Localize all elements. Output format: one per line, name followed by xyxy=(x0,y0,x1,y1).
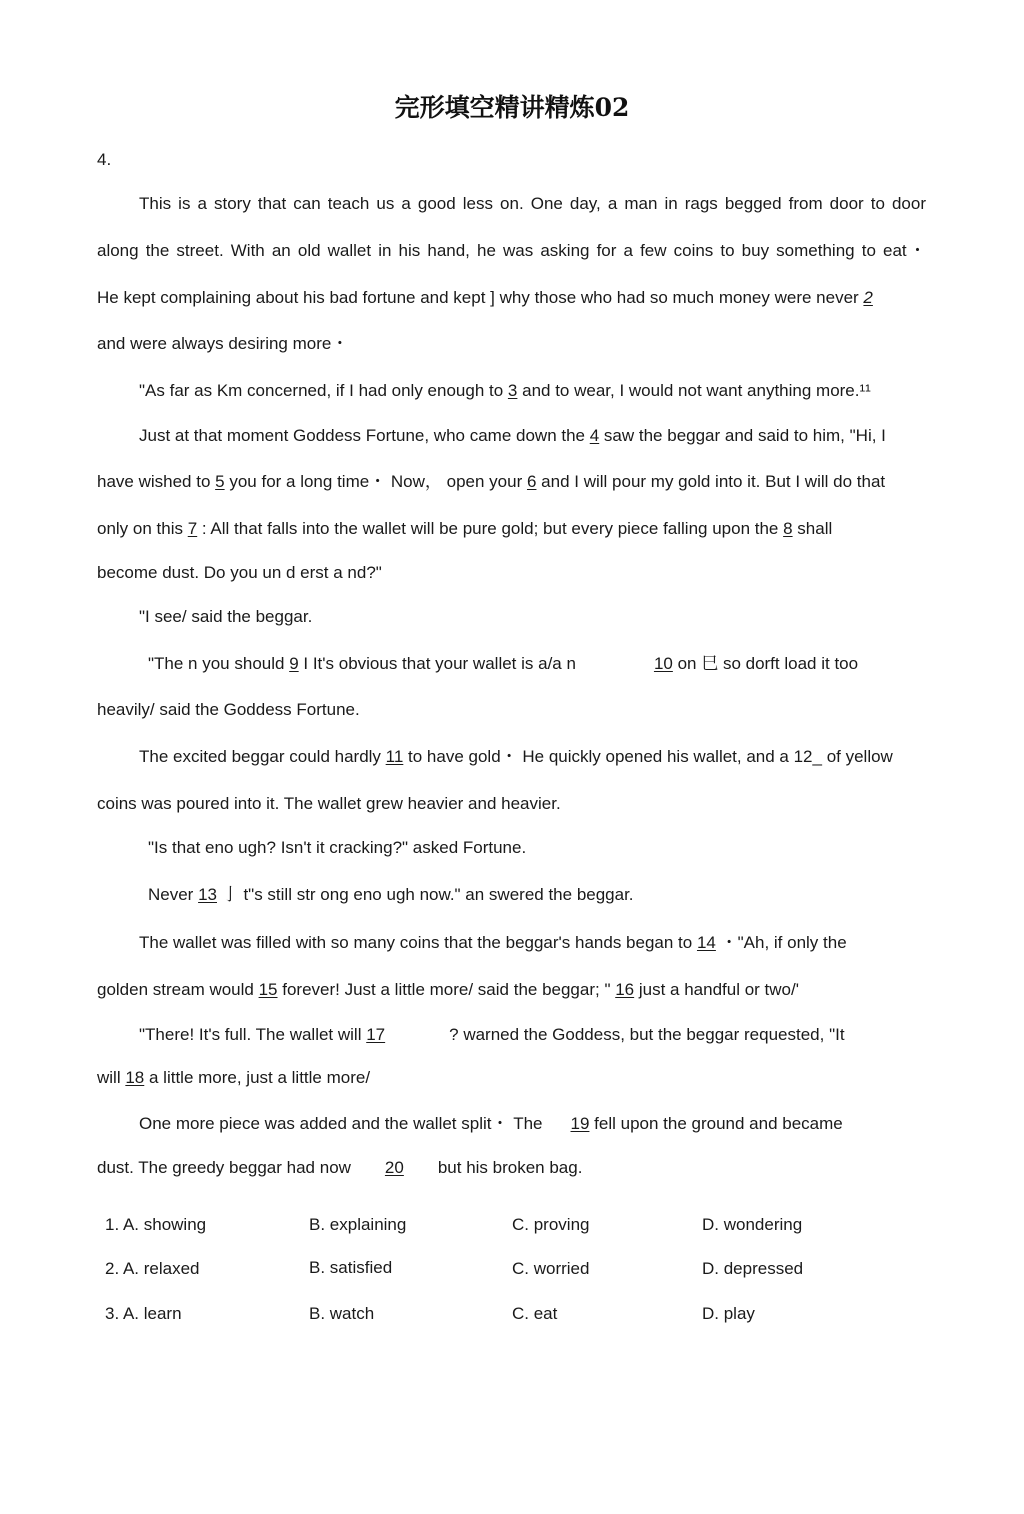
passage-line xyxy=(97,333,348,355)
option-1-b: B. explaining xyxy=(309,1215,407,1234)
blank-16: 16 xyxy=(615,980,635,999)
passage-text: : All that falls into the wallet will be pure gold; but every piece falling upon the xyxy=(197,519,784,538)
passage-line xyxy=(139,380,871,402)
passage-text: forever! Just a little more/ said the beggar; " xyxy=(277,980,616,999)
passage-text: fell upon the ground and became xyxy=(589,1114,843,1133)
passage-line xyxy=(139,1024,845,1046)
option-1-a: 1. A. showing xyxy=(105,1215,207,1234)
blank-6: 6 xyxy=(526,472,537,491)
passage-line xyxy=(139,1113,843,1135)
passage-text: "Is that eno ugh? Isn't it cracking?" asked Fortune. xyxy=(148,838,527,857)
passage-line xyxy=(148,837,526,859)
passage-text: heavily/ said the Goddess Fortune. xyxy=(97,700,360,719)
page-title: 完形填空精讲精炼02 xyxy=(394,93,630,122)
option-3-c: C. eat xyxy=(512,1304,558,1323)
blank-9: 9 xyxy=(289,654,299,673)
blank-10: 10 xyxy=(653,654,673,673)
blank-2: 2 xyxy=(863,288,873,307)
passage-line xyxy=(139,606,312,628)
passage-line xyxy=(97,793,561,815)
passage-text: and I will pour my gold into it. But I will do that xyxy=(536,472,886,491)
passage-text: coins was poured into it. The wallet grew heavier and heavier. xyxy=(97,794,561,813)
blank-19: 19 xyxy=(570,1114,590,1133)
passage-line xyxy=(97,240,926,262)
passage-line xyxy=(148,884,634,906)
blank-14: 14 xyxy=(696,933,716,952)
blank-8: 8 xyxy=(783,519,793,538)
passage-text: have wished to xyxy=(97,472,216,491)
passage-text: to have gold・ He quickly opened his wallet, and a 12_ of yellow xyxy=(403,747,893,766)
passage-line xyxy=(97,699,360,721)
passage-text: The excited beggar could hardly xyxy=(139,747,386,766)
blank-5: 5 xyxy=(215,472,225,491)
blank-11: 11 xyxy=(385,747,404,766)
passage-line xyxy=(97,1157,582,1179)
option-2-a: 2. A. relaxed xyxy=(105,1259,200,1278)
passage-text: become dust. Do you un d erst a nd?" xyxy=(97,563,382,582)
passage-text: One more piece was added and the wallet split・ The xyxy=(139,1114,543,1133)
passage-text: Just at that moment Goddess Fortune, who came down the xyxy=(139,426,590,445)
blank-1: ] xyxy=(490,288,495,307)
option-3-a: 3. A. learn xyxy=(105,1304,182,1323)
passage-line xyxy=(97,1067,370,1089)
passage-text: only on this xyxy=(97,519,188,538)
passage-text: dust. The greedy beggar had now xyxy=(97,1158,351,1177)
passage-text: "The n you should xyxy=(148,654,290,673)
passage-text: just a handful or two/' xyxy=(634,980,799,999)
option-3-b: B. watch xyxy=(309,1304,375,1323)
passage-text: "There! It's full. The wallet will xyxy=(139,1025,367,1044)
passage-text: on 巳 so dorft load it too xyxy=(672,654,859,673)
passage-line xyxy=(97,979,799,1001)
passage-text: "I see/ said the beggar. xyxy=(139,607,313,626)
passage-line xyxy=(97,562,382,584)
passage-text: The wallet was filled with so many coins that the beggar's hands began to xyxy=(139,933,697,952)
passage-text: "As far as Km concerned, if I had only enough to xyxy=(139,381,508,400)
blank-17: 17 xyxy=(366,1025,386,1044)
blank-3: 3 xyxy=(507,381,518,400)
passage-text: and were always desiring more・ xyxy=(97,334,349,353)
passage-line xyxy=(97,471,885,493)
blank-13: 13 xyxy=(198,885,217,904)
passage-line xyxy=(139,932,847,954)
passage-line xyxy=(139,193,926,215)
blank-7: 7 xyxy=(187,519,198,538)
passage-line xyxy=(139,425,886,447)
blank-4: 4 xyxy=(589,426,600,445)
passage-text: ? warned the Goddess, but the beggar requested, "It xyxy=(449,1025,845,1044)
passage-text: a little more, just a little more/ xyxy=(144,1068,371,1087)
blank-20: 20 xyxy=(384,1158,404,1177)
option-2-b: B. satisfied xyxy=(309,1258,393,1277)
passage-line xyxy=(148,653,858,675)
option-3-d: D. play xyxy=(702,1304,755,1323)
passage-line xyxy=(97,287,873,309)
passage-text: shall xyxy=(792,519,833,538)
passage-text: but his broken bag. xyxy=(437,1158,583,1177)
passage-text: you for a long time・ Now， open your xyxy=(224,472,527,491)
passage-text: and to wear, I would not want anything more.¹¹ xyxy=(517,381,871,400)
passage-text: why those who had so much money were never xyxy=(494,288,864,307)
passage-text: I It's obvious that your wallet is a/a n xyxy=(298,654,576,673)
option-2-c: C. worried xyxy=(512,1259,590,1278)
option-1-d: D. wondering xyxy=(702,1215,803,1234)
passage-text: saw the beggar and said to him, "Hi, I xyxy=(599,426,886,445)
passage-text: Never xyxy=(148,885,199,904)
passage-text: This is a story that can teach us a good less on. One day, a man in rags begged from door to door xyxy=(139,194,926,213)
passage-text: 亅 t"s still str ong eno ugh now." an swered the beggar. xyxy=(217,885,634,904)
blank-18: 18 xyxy=(125,1068,145,1087)
passage-line xyxy=(139,746,893,768)
passage-text: ・"Ah, if only the xyxy=(715,933,847,952)
option-2-d: D. depressed xyxy=(702,1259,804,1278)
passage-line xyxy=(97,518,832,540)
question-number: 4. xyxy=(97,150,112,169)
passage-text: will xyxy=(97,1068,126,1087)
passage-text: He kept complaining about his bad fortune and kept xyxy=(97,288,491,307)
blank-15: 15 xyxy=(258,980,278,999)
option-1-c: C. proving xyxy=(512,1215,590,1234)
passage-text: along the street. With an old wallet in his hand, he was asking for a few coins to buy something to eat・ xyxy=(97,241,926,260)
passage-text: golden stream would xyxy=(97,980,259,999)
